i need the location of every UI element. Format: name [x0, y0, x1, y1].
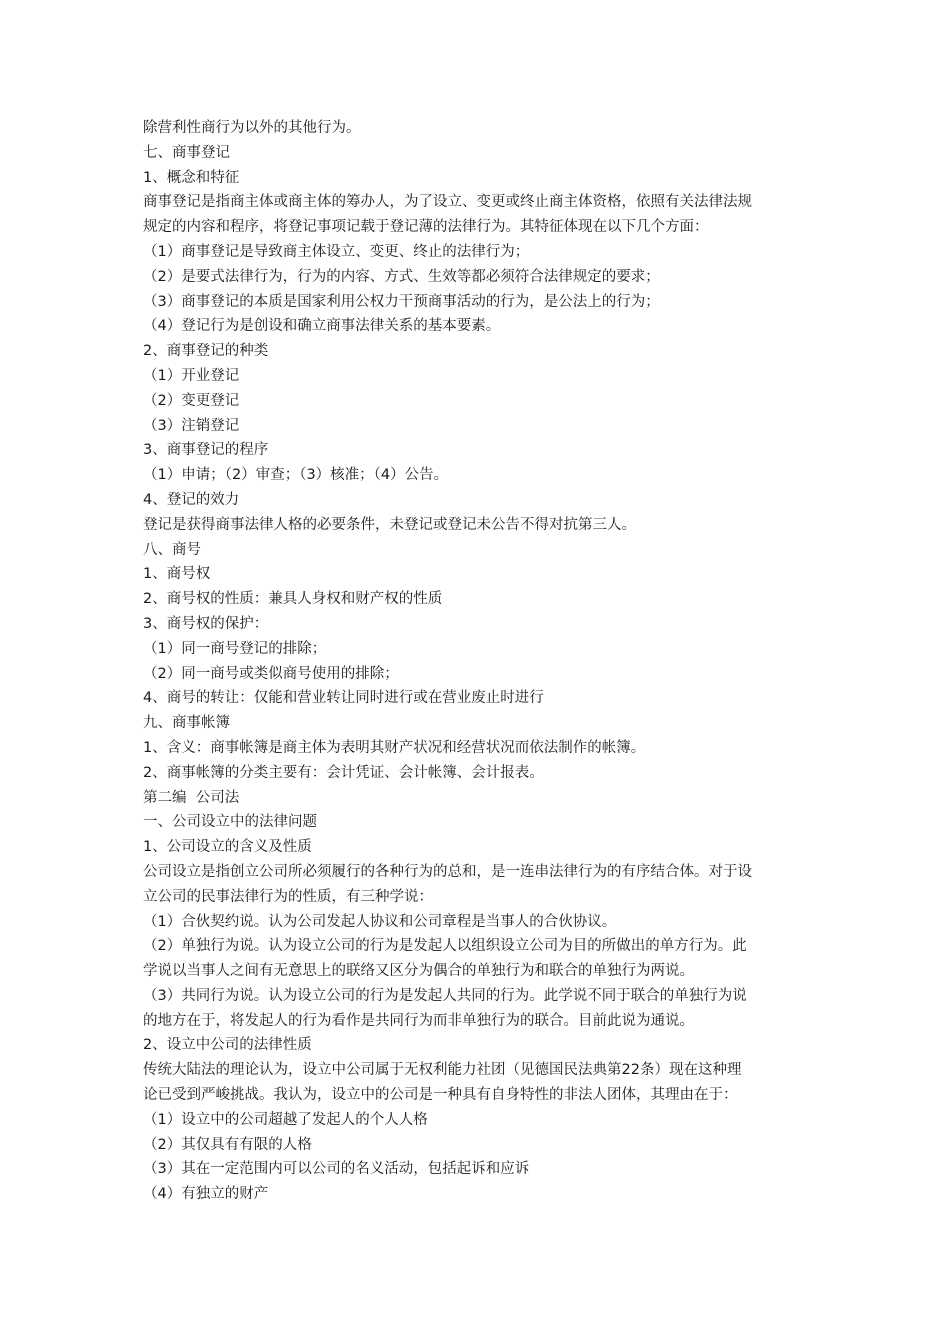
list-item: （3）商事登记的本质是国家利用公权力干预商事活动的行为，是公法上的行为； [143, 293, 660, 310]
subsection-heading: 4、商号的转让：仅能和营业转让同时进行或在营业废止时进行 [143, 690, 544, 707]
part-heading: 第二编 公司法 [143, 789, 240, 806]
text-line: 商事登记是指商主体或商主体的筹办人，为了设立、变更或终止商主体资格，依照有关法律法规 [143, 194, 752, 211]
list-item: （4）有独立的财产 [143, 1186, 269, 1203]
list-item: （3）注销登记 [143, 417, 240, 434]
subsection-heading: 4、登记的效力 [143, 491, 240, 508]
section-heading: 八、商号 [143, 541, 201, 558]
subsection-heading: 1、概念和特征 [143, 169, 240, 186]
list-item: （4）登记行为是创设和确立商事法律关系的基本要素。 [143, 318, 501, 335]
subsection-heading: 1、商号权 [143, 566, 211, 583]
subsection-heading: 2、商事帐簿的分类主要有：会计凭证、会计帐簿、会计报表。 [143, 764, 544, 781]
text-line: 立公司的民事法律行为的性质，有三种学说： [143, 888, 433, 905]
list-item: （2）是要式法律行为，行为的内容、方式、生效等都必须符合法律规定的要求； [143, 268, 660, 285]
subsection-heading: 2、设立中公司的法律性质 [143, 1037, 312, 1054]
list-item: （2）其仅具有有限的人格 [143, 1136, 312, 1153]
text-line: 除营利性商行为以外的其他行为。 [143, 120, 361, 136]
section-heading: 一、公司设立中的法律问题 [143, 814, 317, 831]
subsection-heading: 3、商事登记的程序 [143, 442, 269, 459]
subsection-heading: 1、含义：商事帐簿是商主体为表明其财产状况和经营状况而依法制作的帐簿。 [143, 739, 646, 756]
text-line: 论已受到严峻挑战。我认为，设立中的公司是一种具有自身特性的非法人团体，其理由在于： [143, 1087, 738, 1104]
list-item: （2）同一商号或类似商号使用的排除； [143, 665, 399, 682]
subsection-heading: 1、公司设立的含义及性质 [143, 839, 312, 856]
section-heading: 七、商事登记 [143, 144, 230, 161]
text-line: 公司设立是指创立公司所必须履行的各种行为的总和，是一连串法律行为的有序结合体。对于设 [143, 863, 752, 880]
text-line: 登记是获得商事法律人格的必要条件，未登记或登记未公告不得对抗第三人。 [143, 516, 636, 533]
document-page [143, 116, 815, 1207]
list-item: （3）共同行为说。认为设立公司的行为是发起人共同的行为。此学说不同于联合的单独行为说 [143, 987, 747, 1004]
subsection-heading: 2、商事登记的种类 [143, 343, 269, 360]
list-item: （1）同一商号登记的排除； [143, 640, 327, 657]
list-item: （1）设立中的公司超越了发起人的个人人格 [143, 1111, 428, 1128]
text-line: 的地方在于，将发起人的行为看作是共同行为而非单独行为的联合。目前此说为通说。 [143, 1012, 694, 1029]
text-line: 学说以当事人之间有无意思上的联络又区分为偶合的单独行为和联合的单独行为两说。 [143, 963, 694, 980]
list-item: （1）商事登记是导致商主体设立、变更、终止的法律行为； [143, 243, 530, 260]
subsection-heading: 2、商号权的性质：兼具人身权和财产权的性质 [143, 591, 443, 608]
list-item: （3）其在一定范围内可以公司的名义活动，包括起诉和应诉 [143, 1161, 530, 1178]
list-item: （1）开业登记 [143, 367, 240, 384]
text-line: 规定的内容和程序，将登记事项记载于登记薄的法律行为。其特征体现在以下几个方面： [143, 219, 709, 236]
list-item: （1）合伙契约说。认为公司发起人协议和公司章程是当事人的合伙协议。 [143, 913, 617, 930]
text-line: 传统大陆法的理论认为，设立中公司属于无权利能力社团（见德国民法典第22条）现在这种理 [143, 1062, 742, 1079]
list-item: （2）变更登记 [143, 392, 240, 409]
list-item: （2）单独行为说。认为设立公司的行为是发起人以组织设立公司为目的所做出的单方行为。此 [143, 938, 747, 955]
section-heading: 九、商事帐簿 [143, 715, 230, 732]
list-item: （1）申请；（2）审查；（3）核准；（4）公告。 [143, 467, 449, 484]
subsection-heading: 3、商号权的保护： [143, 615, 269, 632]
